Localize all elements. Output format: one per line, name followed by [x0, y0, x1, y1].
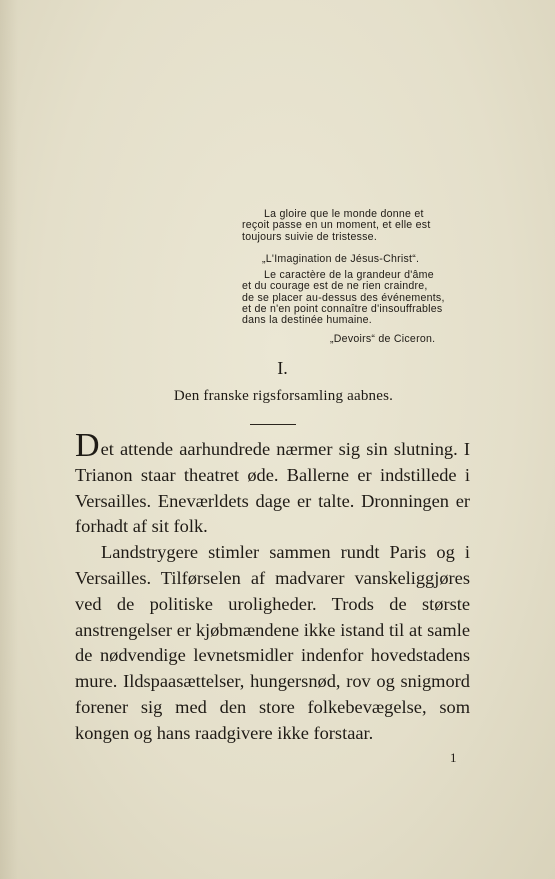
epigraph-second: [242, 270, 468, 326]
epigraph-line: et de n'en point connaître d'insouffrables: [242, 302, 443, 315]
drop-cap: D: [75, 427, 100, 464]
section-divider: [250, 424, 296, 425]
epigraph-second-source: „Devoirs“ de Ciceron.: [330, 333, 436, 345]
epigraph-line: de se placer au-dessus des événements,: [242, 291, 445, 304]
epigraph-first-source: „L'Imagination de Jésus-Christ“.: [262, 253, 420, 265]
paragraph: [75, 427, 470, 540]
epigraph-line: Le caractère de la grandeur d'âme: [264, 269, 434, 281]
epigraph-first: [242, 209, 468, 243]
chapter-title: Den franske rigsforsamling aabnes.: [173, 388, 394, 404]
epigraph-line: et du courage est de ne rien craindre,: [242, 280, 428, 293]
chapter-number: I.: [277, 358, 288, 378]
epigraph-line: reçoit passe en un moment, et elle est: [242, 219, 431, 232]
paragraph: Landstrygere stimler sammen rundt Paris og i Versailles. Tilførselen af madvarer vanskeliggjøres ved de politiske uroligheder. Trods de største anstrengelser er kjøbmændene ikke istand til at samle de nødvendige levnetsmidler indenfor hovedstadens mure. Ildspaasættelser, hungersnød, rov og snigmord forener sig med den store folkebevægelse, som kongen og hans raadgivere ikke forstaar.: [75, 542, 470, 743]
epigraph-line: toujours suivie de tristesse.: [242, 230, 378, 243]
page-number: 1: [450, 750, 457, 765]
chapter-body: [75, 427, 470, 747]
epigraph-line: La gloire que le monde donne et: [264, 208, 424, 220]
paragraph-text: et attende aarhundrede nærmer sig sin slutning. I Trianon staar theatret øde. Ballerne er indstillede i Versailles. Eneværldets dage er talte. Dronningen er forhadt af sit folk.: [75, 439, 470, 537]
epigraph-line: dans la destinée humaine.: [242, 314, 372, 327]
